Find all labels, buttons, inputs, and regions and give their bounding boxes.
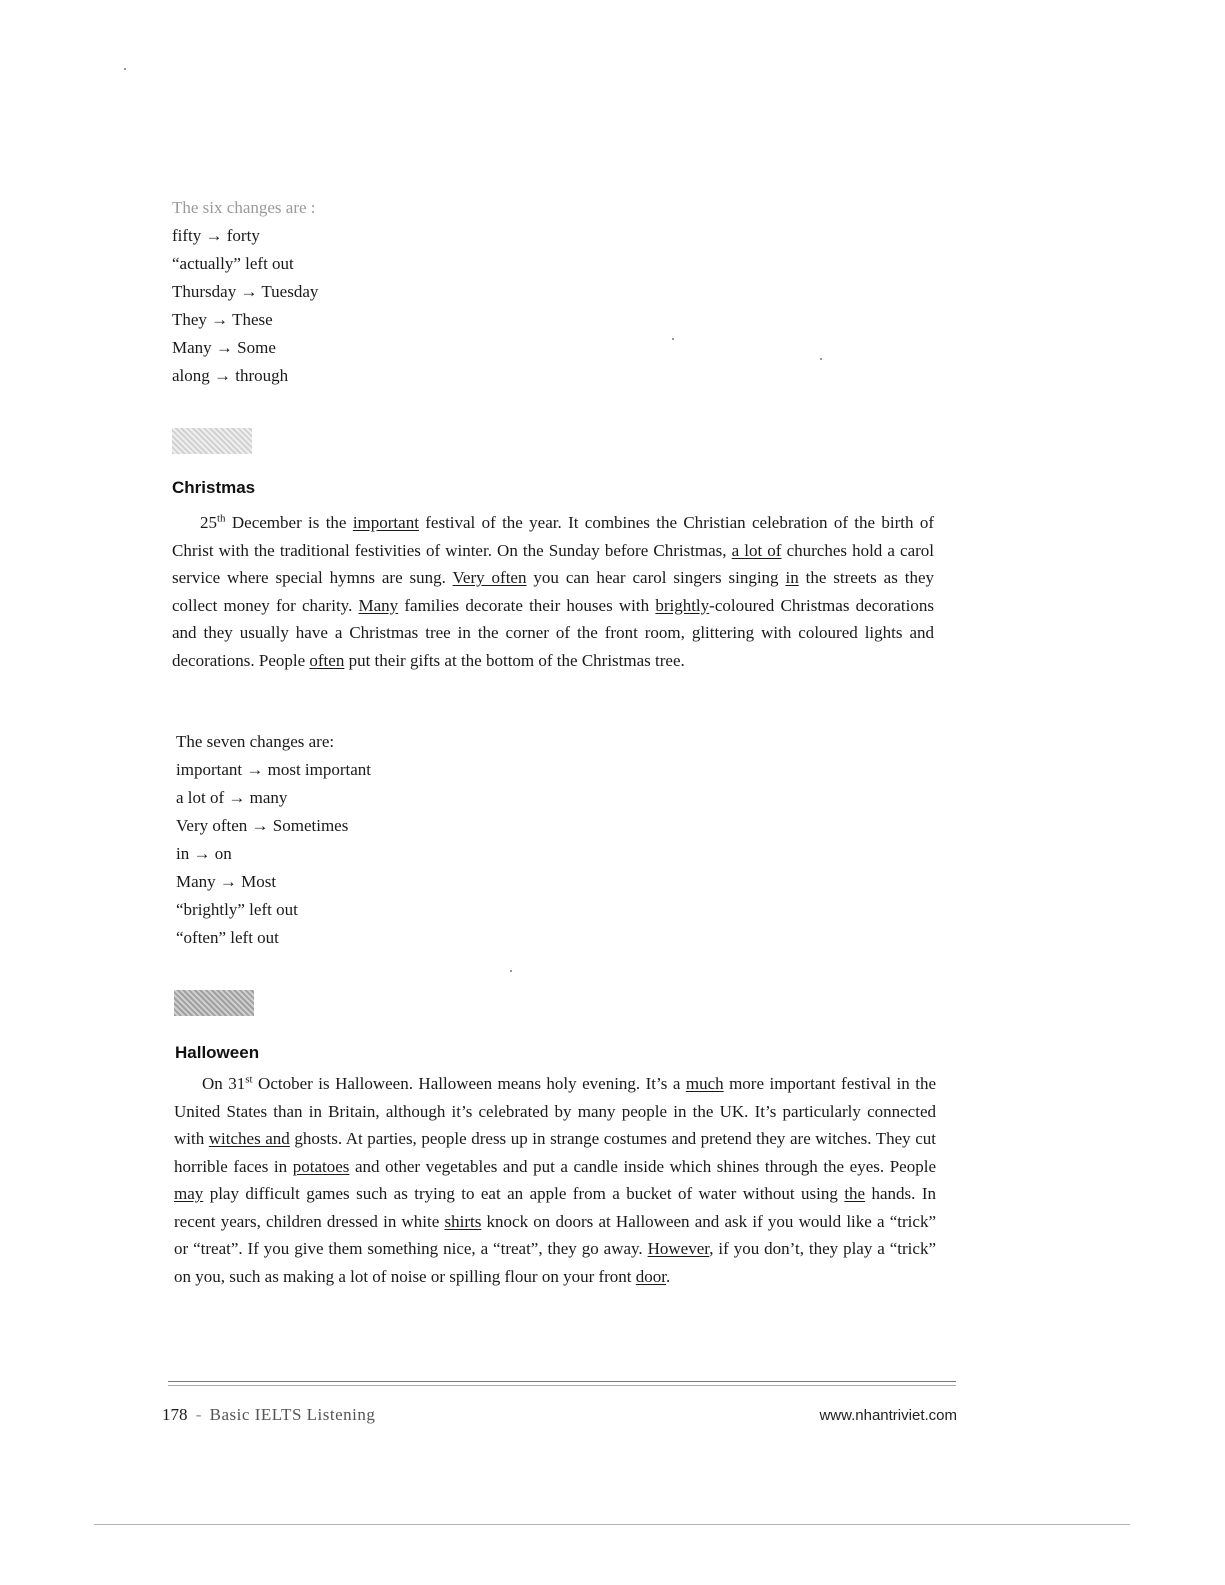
change-item: “brightly” left out: [176, 900, 298, 919]
footer-separator: -: [195, 1405, 202, 1424]
footer-divider: [168, 1385, 956, 1386]
change-item: Thursday → Tuesday: [172, 282, 319, 301]
changed-word: important: [352, 513, 419, 532]
change-item: Many → Some: [172, 338, 276, 357]
changed-word: often: [309, 650, 345, 670]
change-item: in → on: [176, 844, 232, 863]
seven-changes-intro: The seven changes are:: [176, 732, 335, 751]
exercise-number-badge: [174, 990, 254, 1016]
book-title: Basic IELTS Listening: [209, 1405, 376, 1424]
change-item: Many → Most: [176, 872, 277, 891]
change-item: a lot of → many: [176, 788, 288, 807]
change-item: They → These: [172, 310, 273, 329]
scan-speck: [672, 338, 674, 340]
page-number: 178: [162, 1405, 188, 1424]
footer-divider: [168, 1381, 956, 1382]
changed-word: Many: [358, 595, 399, 615]
exercise-number-badge: [172, 428, 252, 454]
changed-word: a lot of: [731, 540, 782, 560]
changed-word: may: [174, 1184, 204, 1203]
changed-word: door: [635, 1266, 667, 1286]
changed-word: the: [844, 1184, 866, 1203]
changed-word: Very often: [452, 568, 527, 587]
changed-word: potatoes: [292, 1156, 350, 1176]
changed-word: much: [685, 1074, 724, 1093]
christmas-paragraph: 25th December is the important festival of the year. It combines the Christian celebration of the birth of Christ with the traditional festivities of winter. On the Sunday before Christmas, a lot of churches hold a carol service where special hymns are sung. Very often you can hear carol singers singing in the streets as they collect money for charity. Many families decorate their houses with brightly-coloured Christmas decorations and they usually have a Christmas tree in the corner of the front room, glittering with coloured lights and decorations. People often put their gifts at the bottom of the Christmas tree.: [172, 512, 935, 670]
changed-word: brightly: [655, 595, 710, 615]
six-changes-intro: The six changes are :: [172, 198, 316, 217]
changed-word: witches and: [208, 1129, 290, 1148]
scan-speck: [510, 970, 512, 972]
change-item: “often” left out: [176, 928, 279, 947]
change-item: Very often → Sometimes: [176, 816, 349, 835]
footer-page-info: [162, 1405, 375, 1425]
changed-word: in: [785, 568, 799, 587]
halloween-paragraph: On 31st October is Halloween. Halloween means holy evening. It’s a much more important festival in the United States than in Britain, although it’s celebrated by many people in the UK. It’s particularly connected with witches and ghosts. At parties, people dress up in strange costumes and pretend they are witches. They cut horrible faces in potatoes and other vegetables and put a candle inside which shines through the eyes. People may play difficult games such as trying to eat an apple from a bucket of water without using the hands. In recent years, children dressed in white shirts knock on doors at Halloween and ask if you would like a “trick” or “treat”. If you give them something nice, a “treat”, they go away. However, if you don’t, they play a “trick” on you, such as making a lot of noise or spilling flour on your front door.: [174, 1073, 937, 1286]
six-changes-list: [172, 194, 318, 390]
halloween-heading: Halloween: [175, 1043, 260, 1062]
seven-changes-list: [176, 728, 371, 952]
change-item: “actually” left out: [172, 254, 294, 273]
changed-word: shirts: [444, 1211, 482, 1231]
page-bottom-edge: [94, 1524, 1130, 1525]
changed-word: However: [647, 1239, 710, 1258]
christmas-heading: Christmas: [172, 478, 256, 497]
publisher-website: www.nhantriviet.com: [819, 1407, 957, 1424]
change-item: along → through: [172, 366, 289, 385]
scan-speck: [124, 68, 126, 70]
change-item: fifty → forty: [172, 226, 260, 245]
scan-speck: [820, 358, 822, 360]
change-item: important → most important: [176, 760, 372, 779]
